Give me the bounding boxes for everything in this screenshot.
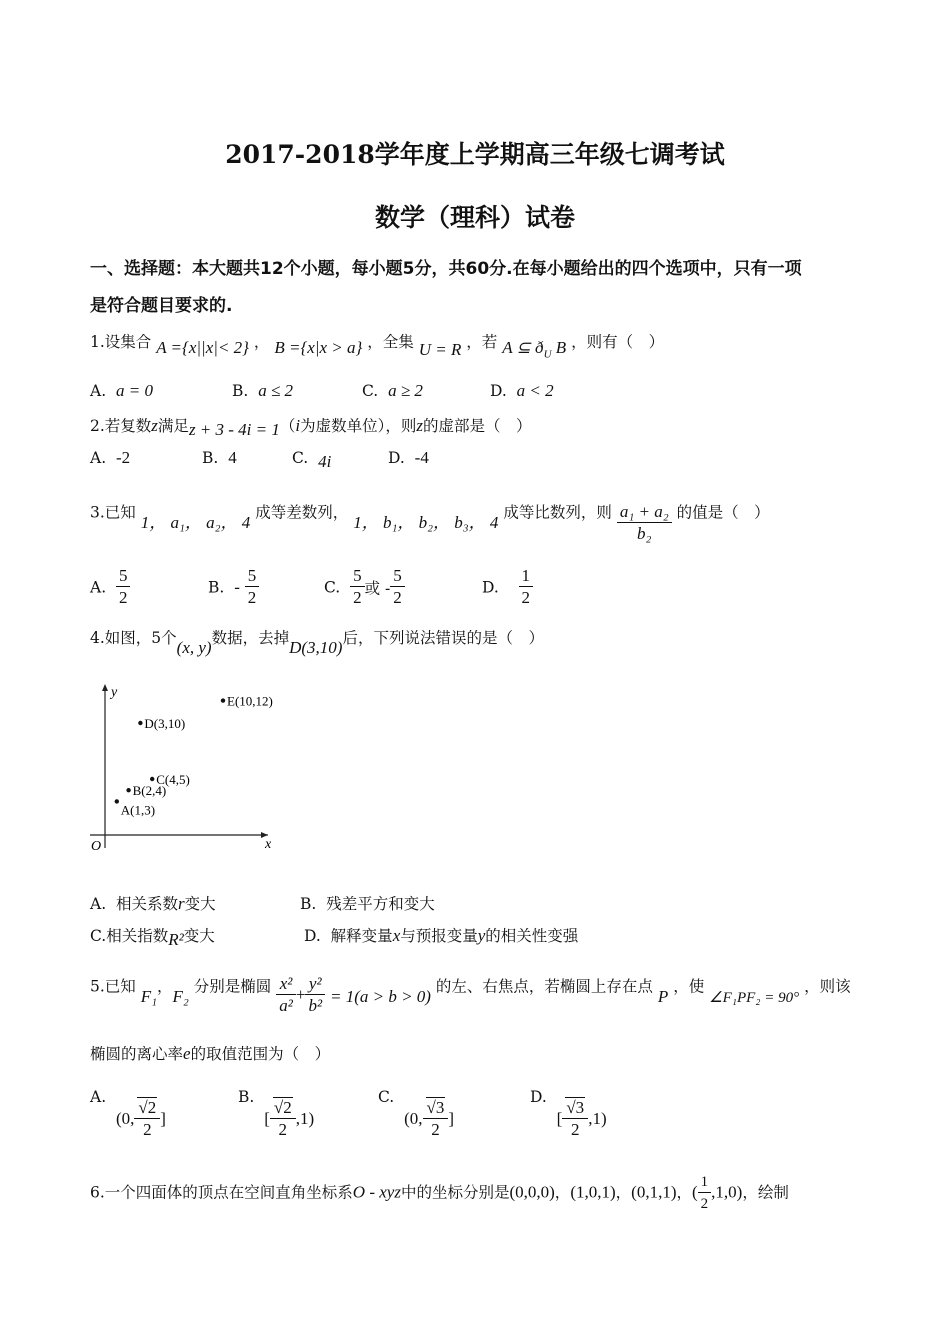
y-axis-label: y — [111, 685, 118, 700]
q3-option-c: C. $\frac{5}{2}$ 或 - $\frac{5}{2}$ — [324, 566, 405, 609]
q6-point-3: (0,1,1) — [631, 1182, 677, 1202]
q1-universal-set: U = R — [418, 340, 462, 359]
q6-point-4-close: ,1,0) — [711, 1182, 743, 1202]
question-3 — [90, 492, 770, 543]
q1-lead: 1.设集合 — [90, 333, 152, 351]
q2-tail: 的虚部是（ ） — [423, 417, 532, 435]
q5-f1: F₁ — [140, 986, 158, 1006]
q5-frac-y: $\frac{\text{y²}}{\text{b²}}$ — [305, 974, 325, 1017]
q4-option-d: D. 解释变量x与预报变量y的相关性变强 — [304, 926, 579, 945]
q1-condition: A ⊆ $ð_U$ B — [502, 338, 567, 361]
q3-mid2: 成等比数列，则 — [503, 503, 612, 522]
q5-p: P — [657, 986, 669, 1006]
section-header-line1: 一、选择题：本大题共12个小题，每小题5分，共60分.在每小题给出的四个选项中，只有一项 — [90, 259, 802, 279]
question-2 — [90, 414, 532, 439]
q6-sep-1: ， — [554, 1183, 571, 1202]
q2-option-b: B. 4 — [202, 448, 237, 467]
q6-point-4-frac: $\frac{1}{2}$ — [698, 1172, 712, 1215]
q3-options — [90, 566, 690, 614]
q1-mid: ，全集 — [367, 333, 414, 351]
q1-tail: ，则有（ ） — [571, 333, 665, 351]
q5-option-a: A. (0, $\frac{√2}{2}$ ] — [90, 1088, 166, 1139]
q2-option-d: D. -4 — [388, 448, 429, 467]
section-header-line2: 是符合题目要求的. — [90, 296, 233, 316]
q2-z: z — [151, 416, 158, 435]
q4-point: D(3,10) — [289, 638, 343, 657]
q6-point-4-open: ( — [692, 1182, 698, 1202]
q4-scatter-chart — [85, 678, 285, 853]
q1-set-a: A ={x||x|< 2} — [156, 338, 249, 357]
q5-mid: 分别是椭圆 — [193, 977, 272, 996]
question-4 — [90, 626, 544, 657]
scatter-label-d: D(3,10) — [144, 716, 186, 731]
q1-option-d: D. a < 2 — [490, 381, 554, 400]
q4-tail: 后，下列说法错误的是（ ） — [342, 629, 544, 647]
q5-option-d: D. [ $\frac{√3}{2}$ ,1) — [530, 1088, 607, 1139]
q5-option-b: B. [ $\frac{√2}{2}$ ,1) — [238, 1088, 315, 1139]
q3-option-d: D. $\frac{1}{2}$ — [482, 566, 533, 609]
q4-option-a: A. 相关系数r变大 — [90, 894, 216, 913]
scatter-label-b: B(2,4) — [132, 783, 167, 799]
q2-option-c: C. 4i — [292, 449, 332, 471]
q3-option-a: A. $\frac{5}{2}$ — [90, 566, 130, 609]
q5-mid2: 的左、右焦点，若椭圆上存在点 — [435, 977, 653, 996]
scatter-point-c — [150, 777, 154, 781]
q2-note: 为虚数单位），则 — [300, 417, 417, 435]
q6-sep-2: ， — [615, 1183, 632, 1202]
question-6 — [90, 1172, 789, 1215]
scatter-point-d — [138, 721, 142, 725]
q1-if: ，若 — [466, 333, 498, 351]
q4-pair: (x, y) — [176, 638, 212, 657]
q5-tail: ，则该 — [804, 977, 851, 996]
q1-comma: ， — [253, 333, 270, 351]
x-axis-label: x — [265, 837, 272, 852]
scatter-point-a — [115, 799, 119, 803]
q6-coordinate-system: O - xyz — [352, 1182, 401, 1202]
q5-equation: = 1(a > b > 0) — [329, 986, 431, 1006]
q5-option-c: C. (0, $\frac{√3}{2}$ ] — [378, 1088, 455, 1139]
q5-e: e — [183, 1044, 191, 1063]
scatter-label-e: E(10,12) — [227, 693, 273, 709]
q2-option-a: A. -2 — [90, 448, 131, 467]
scatter-point-e — [221, 698, 225, 702]
q6-mid: 中的坐标分别是 — [400, 1183, 510, 1202]
q3-seq2: 1， b₁， b₂， b₃， 4 — [353, 512, 499, 532]
q4-lead: 4.如图，5个 — [90, 629, 177, 647]
q3-mid: 成等差数列， — [255, 503, 349, 522]
q4-mid: 数据，去掉 — [211, 629, 290, 647]
q2-equation: z + 3 - 4i = 1 — [188, 420, 280, 439]
scatter-point-b — [126, 788, 130, 792]
q2-lead: 2.若复数 — [90, 417, 152, 435]
q3-option-b: B. - $\frac{5}{2}$ — [208, 566, 259, 609]
exam-title: 2017-2018学年度上学期高三年级七调考试 — [225, 140, 725, 169]
scatter-label-c: C(4,5) — [156, 772, 190, 787]
q3-tail: 的值是（ ） — [676, 503, 770, 522]
q5-options — [90, 1088, 790, 1144]
question-5 — [90, 966, 851, 1015]
q3-lead: 3.已知 — [90, 503, 136, 522]
q5-line2 — [90, 1042, 330, 1064]
q5-f2: F₂ — [172, 986, 189, 1006]
q6-point-1: (0,0,0) — [509, 1182, 555, 1202]
q2-z2: z — [416, 416, 424, 435]
q6-sep-3: ， — [676, 1183, 692, 1202]
q6-point-2: (1,0,1) — [570, 1182, 616, 1202]
exam-subtitle: 数学（理科）试卷 — [374, 203, 575, 232]
q4-option-c: C.相关指数R²变大 — [90, 927, 215, 949]
q1-set-b: B ={x|x > a} — [274, 338, 363, 357]
q1-option-c: C. a ≥ 2 — [362, 381, 423, 400]
q2-note-open: （ — [279, 417, 296, 435]
q3-seq1: 1， a₁， a₂， 4 — [140, 512, 251, 532]
q3-fraction: $\frac{\text{a₁ + a₂}}{\text{b₂}}$ — [617, 502, 672, 545]
question-1 — [90, 330, 665, 361]
q5-mid3: ，使 — [673, 977, 705, 996]
q4-option-b: B. 残差平方和变大 — [300, 895, 435, 913]
q5-angle: ∠F₁PF₂ = 90° — [709, 989, 800, 1006]
origin-label: O — [91, 839, 102, 853]
q5-line2a: 椭圆的离心率 — [90, 1045, 184, 1063]
q2-i: i — [295, 416, 301, 435]
q1-option-a: A. a = 0 — [90, 381, 153, 400]
q6-tail: ，绘制 — [742, 1183, 789, 1202]
q5-line2b: 的取值范围为（ ） — [190, 1045, 331, 1063]
q5-lead: 5.已知 — [90, 977, 136, 996]
q5-comma: ， — [157, 977, 173, 996]
q5-plus: + — [295, 984, 306, 1004]
q5-frac-x: $\frac{\text{x²}}{\text{a²}}$ — [276, 974, 296, 1017]
q6-lead: 6.一个四面体的顶点在空间直角坐标系 — [90, 1183, 353, 1202]
q1-option-b: B. a ≤ 2 — [232, 381, 294, 400]
scatter-label-a: A(1,3) — [120, 802, 156, 818]
q2-satisfy: 满足 — [157, 417, 189, 435]
y-axis-arrow — [102, 684, 108, 691]
